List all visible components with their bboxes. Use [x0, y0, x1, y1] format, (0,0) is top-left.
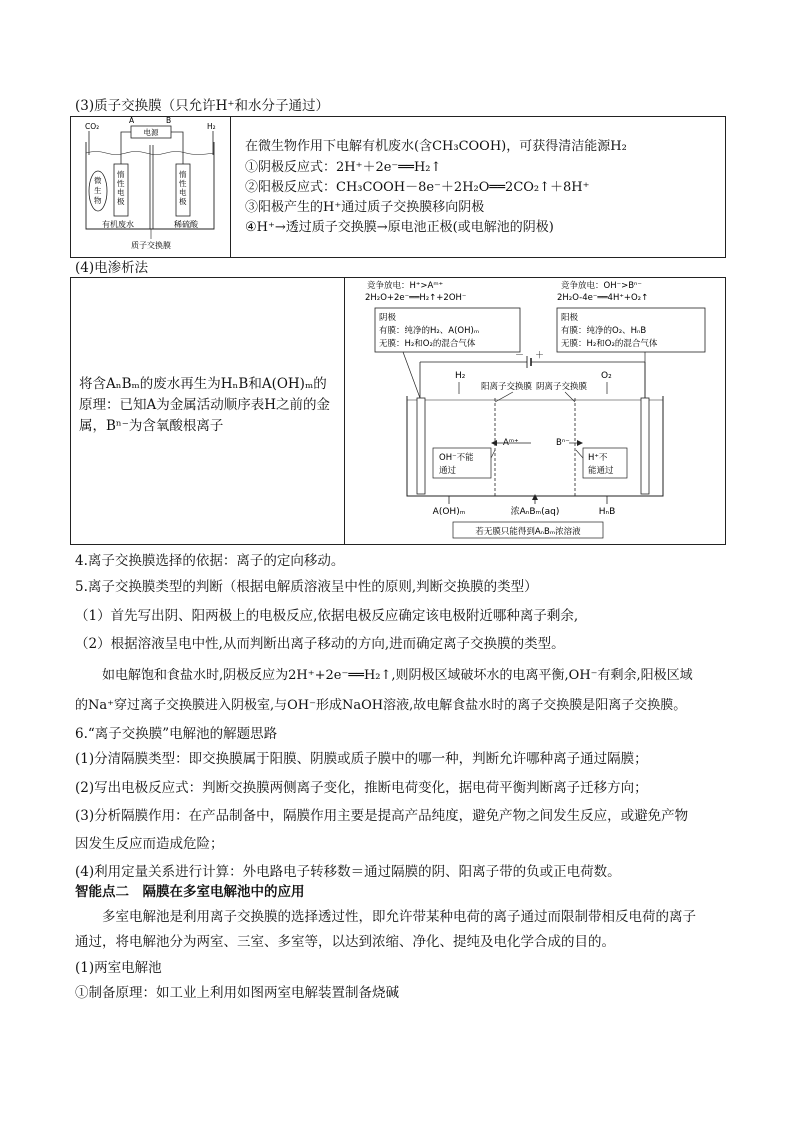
para-5: 5.离子交换膜类型的判断（根据电解质溶液呈中性的原则,判断交换膜的类型）	[75, 579, 538, 595]
para-5-2: （2）根据溶液呈电中性,从而判断出离子移动的方向,进而确定离子交换膜的类型。	[75, 636, 565, 652]
section-3-line-3: ②阳极反应式：CH₃COOH－8e⁻＋2H₂O══2CO₂↑＋8H⁺	[245, 180, 590, 195]
section-3-line-2: ①阴极反应式：2H⁺＋2e⁻══H₂↑	[245, 160, 442, 175]
co2-label: CO₂	[85, 122, 100, 131]
bottom-note: 若无膜只能得到AₙBₘ浓溶液	[475, 527, 581, 537]
microbe-label: 微生物	[94, 176, 102, 205]
power-label: 电源	[143, 128, 159, 137]
anion-membrane-label: 阴离子交换膜	[536, 382, 588, 392]
cathode-box-line-1: 阴极	[379, 313, 397, 323]
out-left-label: A(OH)ₘ	[432, 507, 466, 517]
cation-membrane-label: 阳离子交换膜	[481, 382, 533, 392]
h2-label: H₂	[207, 122, 216, 131]
subsection-1-1: ①制备原理：如工业上利用如图两室电解装置制备烧碱	[75, 985, 399, 1001]
anode-box-line-3: 无膜：H₂和O₂的混合气体	[561, 339, 658, 349]
para-5-example-2: 的Na⁺穿过离子交换膜进入阴极室,与OH⁻形成NaOH溶液,故电解食盐水时的离子交换膜是阳离子交换膜。	[75, 698, 687, 713]
para-6-2: (2)写出电极反应式：判断交换膜两侧离子变化，推断电荷变化，据电荷平衡判断离子迁移方向；	[75, 780, 648, 796]
section-3-line-4: ③阳极产生的H⁺通过质子交换膜移向阴极	[245, 200, 485, 215]
anode-plate	[641, 398, 649, 494]
anode-box-line-1: 阳极	[561, 313, 579, 323]
proton-exchange-diagram	[71, 117, 229, 257]
para-5-example-1: 如电解饱和食盐水时,阴极反应为2H⁺+2e⁻══H₂↑,则阴极区域破坏水的电离平衡,OH⁻有剩余,阳极区域	[102, 668, 693, 683]
section-4-title: (4)电渗析法	[75, 260, 149, 276]
anode-competition: 竞争放电：OH⁻>Bⁿ⁻	[561, 281, 642, 291]
out-right-label: HₙB	[598, 507, 616, 517]
electrodialysis-diagram	[345, 278, 725, 544]
a-label: A	[129, 117, 135, 125]
cathode-box-line-3: 无膜：H₂和O₂的混合气体	[379, 339, 476, 349]
cathode-competition: 竞争放电：H⁺>Aᵐ⁺	[367, 281, 444, 291]
left-electrode-label: 惰性电极	[117, 170, 125, 206]
intro-line-2: 通过，将电解池分为两室、三室、多室等，以达到浓缩、净化、提纯及电化学合成的目的。	[75, 934, 615, 950]
para-6-4: (4)利用定量关系进行计算：外电路电子转移数＝通过隔膜的阴、阳离子带的负或正电荷数。	[75, 864, 621, 880]
minus-sign: －	[515, 351, 525, 361]
table-divider	[230, 117, 231, 257]
am-ion-label: Aᵐ⁺	[503, 438, 519, 448]
anode-reaction: 2H₂O-4e⁻══4H⁺+O₂↑	[557, 293, 649, 303]
para-6-3b: 因发生反应而造成危险；	[75, 836, 224, 852]
intro-line-1: 多室电解池是利用离子交换膜的选择透过性，即允许带某种电荷的离子通过而限制带相反电荷的离子	[102, 909, 696, 925]
o2-gas-label: O₂	[601, 371, 612, 381]
oh-box-line-2: 通过	[439, 466, 457, 476]
right-electrode-label: 惰性电极	[179, 170, 187, 206]
anode-box-line-2: 有膜：纯净的O₂、HₙB	[561, 326, 647, 336]
oh-box-line-1: OH⁻不能	[439, 453, 474, 463]
cathode-box-line-2: 有膜：纯净的H₂、A(OH)ₘ	[379, 326, 480, 336]
in-mid-label: 浓AₙBₘ(aq)	[510, 507, 560, 517]
cathode-plate	[417, 398, 425, 494]
bn-ion-label: Bⁿ⁻	[556, 438, 570, 448]
plus-sign: ＋	[535, 351, 545, 361]
subsection-1: (1)两室电解池	[75, 960, 162, 976]
right-solution-label: 稀硫酸	[174, 220, 198, 229]
h-box-line-2: 能通过	[588, 466, 614, 476]
section-3-line-1: 在微生物作用下电解有机废水(含CH₃COOH)，可获得清洁能源H₂	[245, 139, 627, 154]
section-3-line-5: ④H⁺→透过质子交换膜→原电池正极(或电解池的阴极)	[245, 220, 554, 235]
para-6-3a: (3)分析隔膜作用：在产品制备中，隔膜作用主要是提高产品纯度，避免产物之间发生反应，或避免产物	[75, 808, 689, 824]
membrane-label: 质子交换膜	[131, 241, 171, 250]
section-4-left-text: 将含AₙBₘ的废水再生为HₙB和A(OH)ₘ的原理：已知A为金属活动顺序表H之前的金属，Bⁿ⁻为含氧酸根离子	[79, 376, 331, 434]
h-box-line-1: H⁺不	[588, 453, 608, 463]
para-4: 4.离子交换膜选择的依据：离子的定向移动。	[75, 553, 345, 569]
para-5-1: （1）首先写出阴、阳两极上的电极反应,依据电极反应确定该电极附近哪种离子剩余,	[75, 608, 579, 624]
left-solution-label: 有机废水	[102, 220, 134, 229]
section-3-title: (3)质子交换膜（只允许H⁺和水分子通过）	[75, 98, 330, 114]
para-6: 6.“离子交换膜”电解池的解题思路	[75, 726, 278, 742]
para-6-1: (1)分清隔膜类型：即交换膜属于阳膜、阴膜或质子膜中的哪一种，判断允许哪种离子通过隔膜；	[75, 751, 648, 767]
b-label: B	[166, 117, 172, 125]
cathode-reaction: 2H₂O+2e⁻══H₂↑+2OH⁻	[365, 293, 467, 303]
h2-gas-label: H₂	[455, 371, 466, 381]
section-heading: 智能点二 隔膜在多室电解池中的应用	[75, 884, 305, 900]
